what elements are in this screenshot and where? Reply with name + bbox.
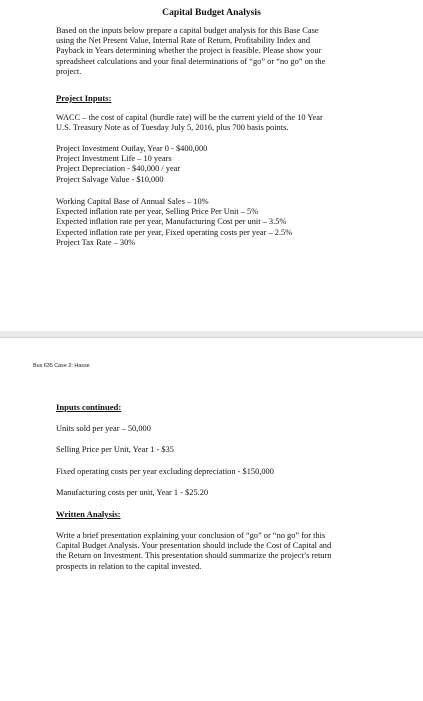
intro-line: using the Net Present Value, Internal Rate of Return, Profitability Index and [56,36,311,46]
assumption-line: Project Tax Rate – 30% [56,237,136,247]
analysis-line: Capital Budget Analysis. Your presentation should include the Cost of Capital and [56,541,332,551]
intro-line: project. [56,66,82,76]
intro-line: spreadsheet calculations and your final determinations of “go” or “no go” on the [56,56,326,66]
page-header: Bus 635 Case 2: Hasse [33,363,90,369]
page-title: Capital Budget Analysis [162,7,261,18]
intro-paragraph [56,26,368,77]
wacc-line: WACC – the cost of capital (hurdle rate) will be the current yield of the 10 Year [56,113,323,122]
units-sold-line: Units sold per year – 50,000 [56,424,151,433]
selling-price-line: Selling Price per Unit, Year 1 - $35 [56,445,174,454]
project-inputs-heading: Project Inputs: [56,93,112,103]
investment-line: Project Salvage Value - $10,000 [56,174,164,184]
inputs-continued-heading: Inputs continued: [56,402,122,412]
assumption-line: Working Capital Base of Annual Sales – 10% [56,197,209,206]
wacc-paragraph [56,113,368,133]
manufacturing-costs-line: Manufacturing costs per unit, Year 1 - $25.20 [56,488,209,497]
fixed-costs-line: Fixed operating costs per year excluding depreciation - $150,000 [56,467,274,476]
analysis-line: the Return on Investment. This presentation should summarize the project’s return [56,551,332,561]
intro-line: Payback in Years determining whether the project is feasible. Please show your [56,46,322,56]
assumption-line: Expected inflation rate per year, Fixed operating costs per year – 2.5% [56,227,293,237]
intro-line: Based on the inputs below prepare a capital budget analysis for this Base Case [56,26,319,35]
analysis-paragraph [56,531,368,572]
investment-line: Project Investment Life – 10 years [56,154,172,164]
assumption-line: Expected inflation rate per year, Selling Price Per Unit – 5% [56,207,259,217]
document-page-1 [0,0,423,331]
assumption-line: Expected inflation rate per year, Manufacturing Cost per unit – 3.5% [56,217,287,227]
wacc-line: U.S. Treasury Note as of Tuesday July 5, 2016, plus 700 basis points. [56,123,289,133]
written-analysis-heading: Written Analysis: [56,509,121,519]
investment-line: Project Investment Outlay, Year 0 - $400,000 [56,144,208,153]
analysis-line: Write a brief presentation explaining your conclusion of “go” or “no go” for this [56,531,326,540]
assumptions-list [56,197,368,248]
document-page-2 [0,337,423,701]
analysis-line: prospects in relation to the capital invested. [56,561,202,571]
investment-list [56,144,368,185]
investment-line: Project Depreciation - $40,000 / year [56,164,181,174]
